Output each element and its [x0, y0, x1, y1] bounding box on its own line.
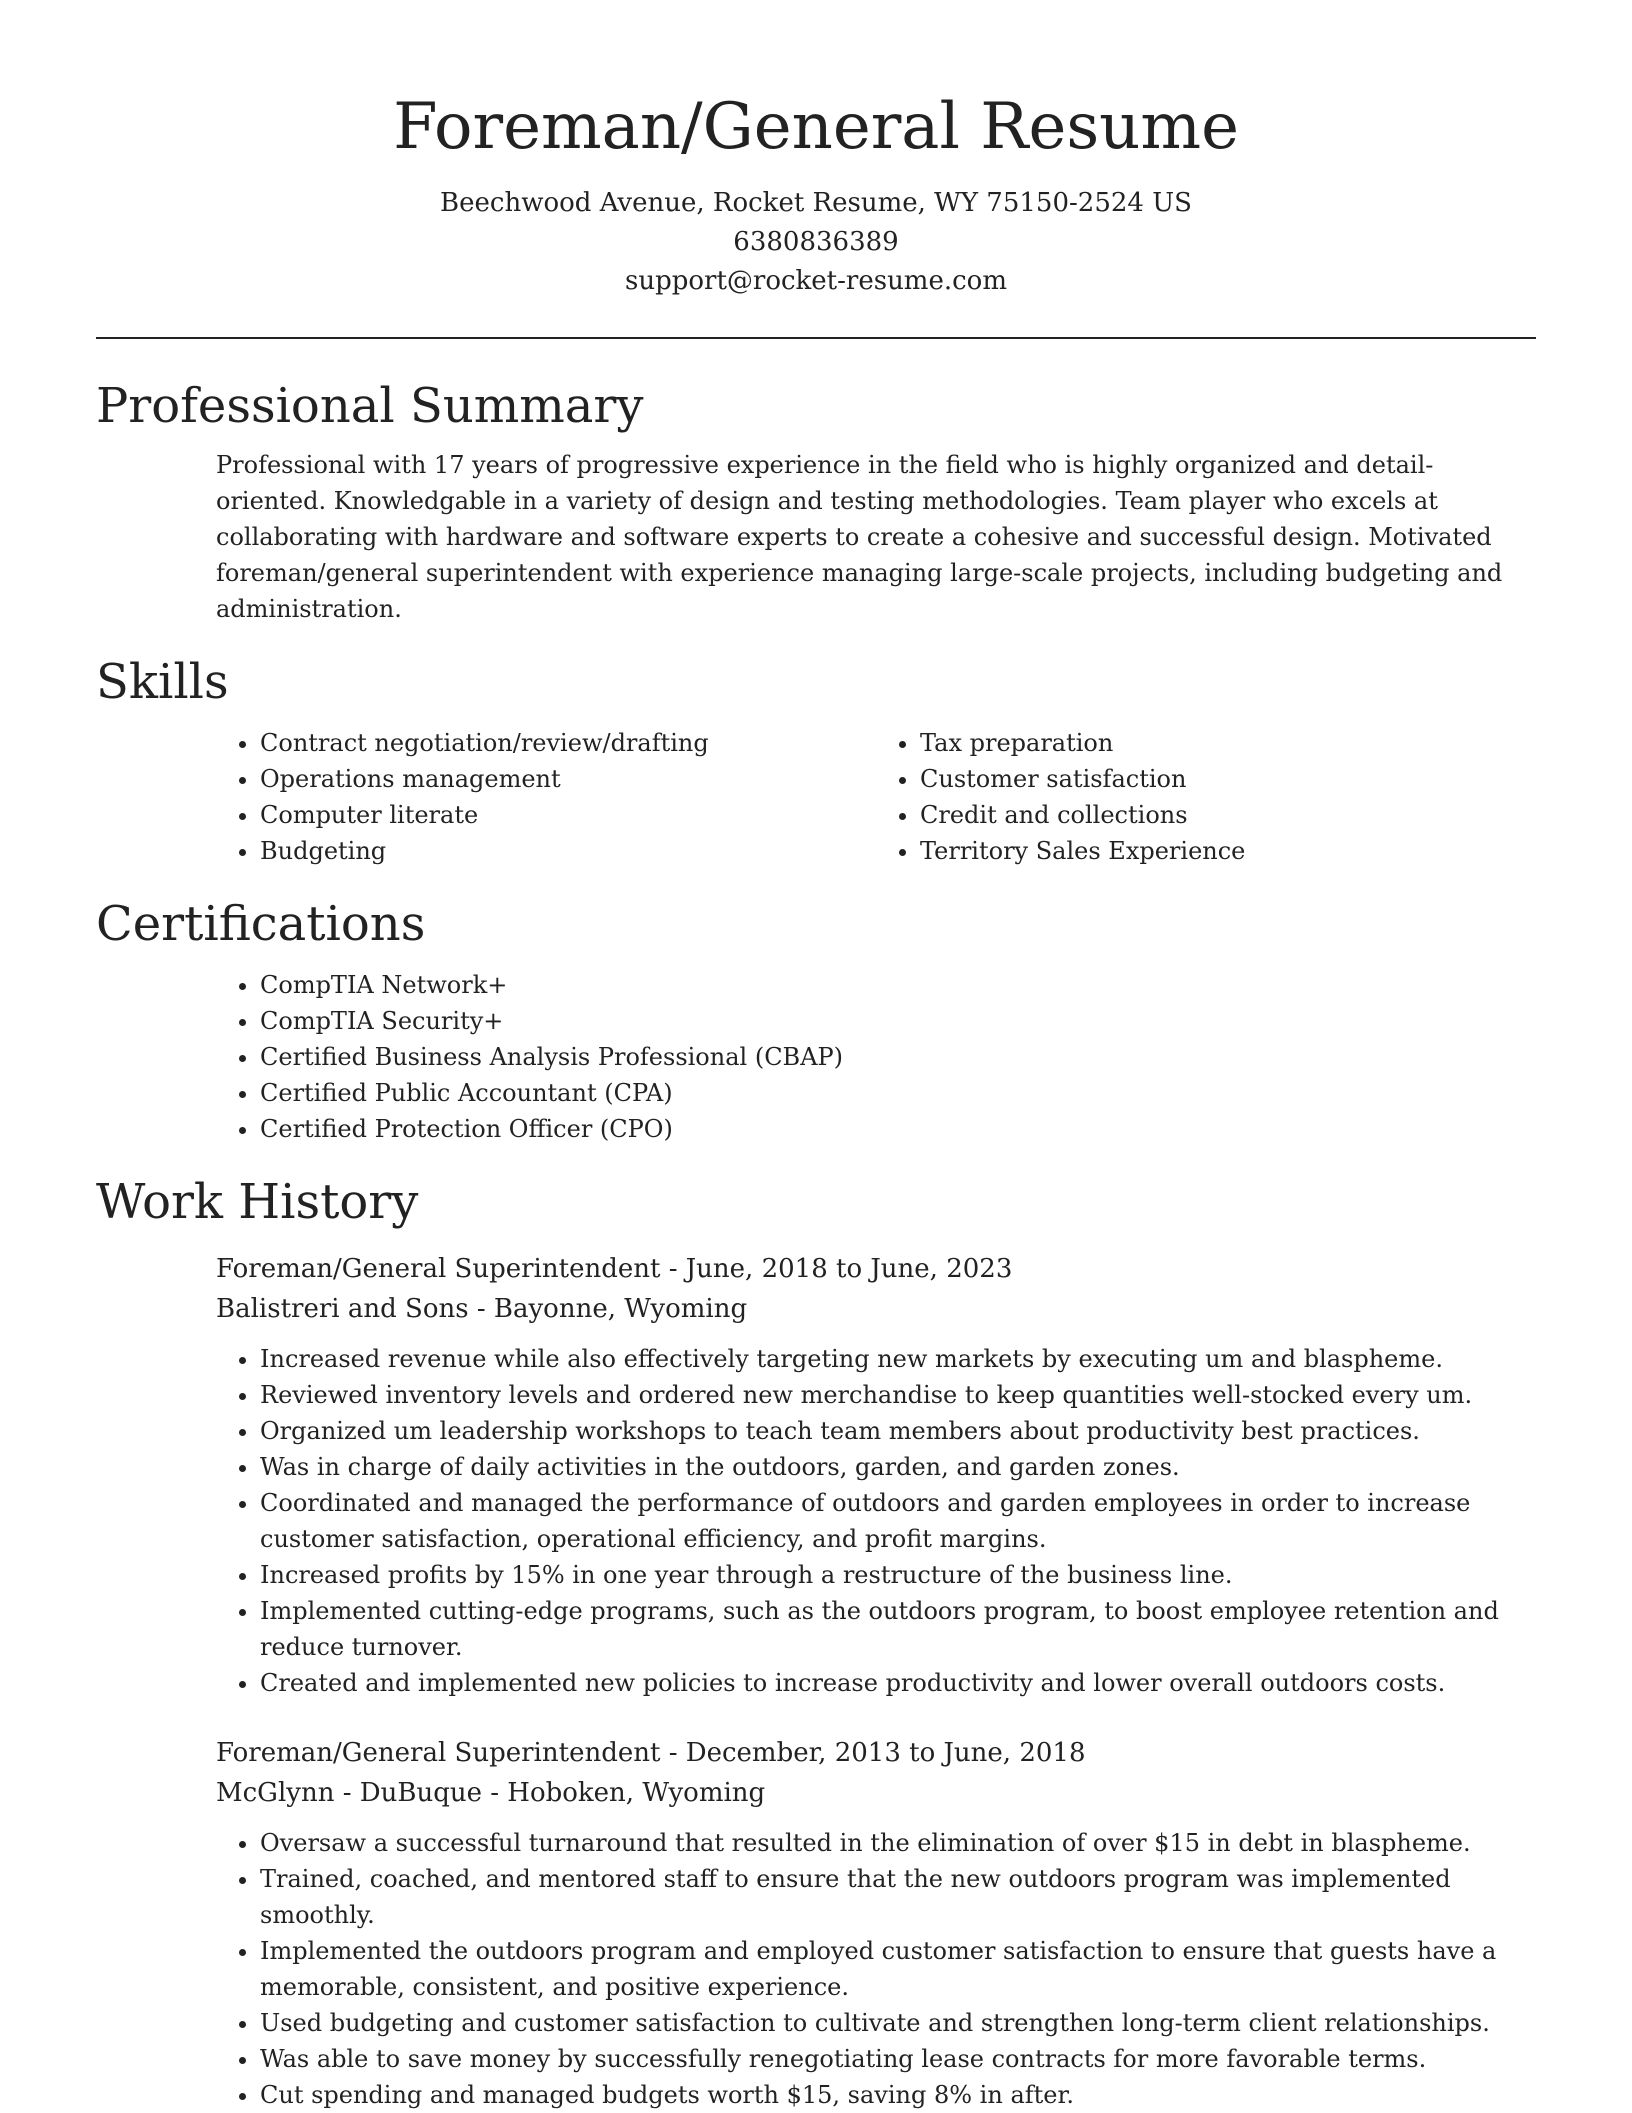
list-item: • CompTIA Security+: [260, 1003, 1536, 1039]
work-history-section: [96, 1171, 1536, 2113]
list-item: • Reviewed inventory levels and ordered new merchandise to keep quantities well-stocked every um.: [260, 1377, 1536, 1413]
list-item: • Trained, coached, and mentored staff to ensure that the new outdoors program was implemented smoothly.: [260, 1861, 1536, 1933]
resume-header: [0, 0, 1632, 301]
job-entry: [216, 1733, 1536, 2113]
job-bullets: [216, 1341, 1536, 1701]
list-item: • Created and implemented new policies to increase productivity and lower overall outdoors costs.: [260, 1665, 1536, 1701]
list-item: • Cut spending and managed budgets worth $15, saving 8% in after.: [260, 2077, 1536, 2113]
job-company-line: McGlynn - DuBuque - Hoboken, Wyoming: [216, 1778, 766, 1808]
list-item: • Was in charge of daily activities in the outdoors, garden, and garden zones.: [260, 1449, 1536, 1485]
job-company-line: Balistreri and Sons - Bayonne, Wyoming: [216, 1294, 748, 1324]
list-item: • Used budgeting and customer satisfaction to cultivate and strengthen long-term client relationships.: [260, 2005, 1536, 2041]
list-item: • Budgeting: [260, 833, 876, 869]
list-item: • Territory Sales Experience: [920, 833, 1536, 869]
certifications-body: [216, 967, 1536, 1147]
list-item: • Contract negotiation/review/drafting: [260, 725, 876, 761]
certifications-heading: Certifications: [96, 896, 426, 952]
job-entry: [216, 1249, 1536, 1701]
list-item: • Increased revenue while also effectively targeting new markets by executing um and blaspheme.: [260, 1341, 1536, 1377]
list-item: • Certified Protection Officer (CPO): [260, 1111, 1536, 1147]
skills-columns: [216, 725, 1536, 869]
job-title-line: Foreman/General Superintendent - June, 2018 to June, 2023: [216, 1254, 1013, 1284]
contact-block: [0, 184, 1632, 301]
list-item: • Oversaw a successful turnaround that resulted in the elimination of over $15 in debt in blaspheme.: [260, 1825, 1536, 1861]
list-item: • Organized um leadership workshops to teach team members about productivity best practices.: [260, 1413, 1536, 1449]
certifications-list: [216, 967, 1536, 1147]
list-item: • Was able to save money by successfully renegotiating lease contracts for more favorable terms.: [260, 2041, 1536, 2077]
skills-list-right: [876, 725, 1536, 869]
certifications-section: [96, 893, 1536, 1147]
skills-list-left: [216, 725, 876, 869]
list-item: • Computer literate: [260, 797, 876, 833]
list-item: • Credit and collections: [920, 797, 1536, 833]
contact-email: support@rocket-resume.com: [624, 266, 1007, 296]
list-item: • Implemented the outdoors program and employed customer satisfaction to ensure that guests have a memorable, consistent, and positive experience.: [260, 1933, 1536, 2005]
skills-heading: Skills: [96, 654, 229, 710]
list-item: • Certified Public Accountant (CPA): [260, 1075, 1536, 1111]
list-item: • Customer satisfaction: [920, 761, 1536, 797]
list-item: • CompTIA Network+: [260, 967, 1536, 1003]
job-title-line: Foreman/General Superintendent - December, 2013 to June, 2018: [216, 1738, 1086, 1768]
list-item: • Increased profits by 15% in one year through a restructure of the business line.: [260, 1557, 1536, 1593]
resume-title: Foreman/General Resume: [393, 90, 1239, 164]
contact-address: Beechwood Avenue, Rocket Resume, WY 75150-2524 US: [440, 188, 1192, 218]
list-item: • Tax preparation: [920, 725, 1536, 761]
summary-text: Professional with 17 years of progressive experience in the field who is highly organized and detail-oriented. Knowledgable in a variety of design and testing methodologies. Team player who excels at collaborating with hardware and software experts to create a cohesive and successful design. Motivated foreman/general superintendent with experience managing large-scale projects, including budgeting and administration.: [216, 451, 1503, 623]
list-item: • Implemented cutting-edge programs, such as the outdoors program, to boost employee retention and reduce turnover.: [260, 1593, 1536, 1665]
skills-section: [96, 651, 1536, 869]
contact-phone: 6380836389: [733, 227, 899, 257]
work-history-heading: Work History: [96, 1174, 419, 1230]
list-item: • Certified Business Analysis Professional (CBAP): [260, 1039, 1536, 1075]
summary-section: [96, 375, 1536, 627]
list-item: • Coordinated and managed the performance of outdoors and garden employees in order to increase customer satisfaction, operational efficiency, and profit margins.: [260, 1485, 1536, 1557]
summary-heading: Professional Summary: [96, 378, 644, 434]
job-bullets: [216, 1825, 1536, 2113]
header-divider: [96, 337, 1536, 339]
list-item: • Operations management: [260, 761, 876, 797]
